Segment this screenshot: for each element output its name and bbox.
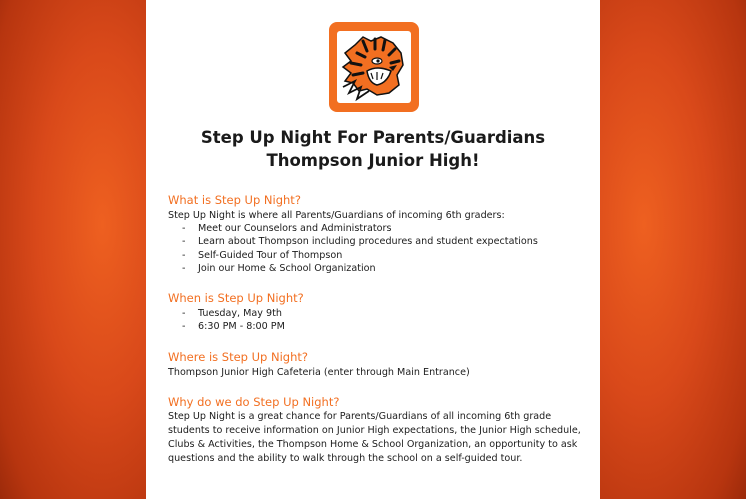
tiger-head-icon <box>337 31 411 103</box>
section-heading-when: When is Step Up Night? <box>168 291 304 305</box>
bullet-dash: - <box>182 223 186 234</box>
bullet-dash: - <box>182 321 186 332</box>
list-item-text: Self-Guided Tour of Thompson <box>198 250 343 261</box>
school-logo <box>329 22 419 112</box>
section-text-why: Step Up Night is a great chance for Parents/Guardians of all incoming 6th grade students to receive information on Junior High expectations, the Junior High schedule, Clubs & Activities, the Thompson Home & School Organization, an opportunity to ask questions and the ability to walk through the school on a self-guided tour. <box>168 411 581 464</box>
list-item <box>182 222 392 236</box>
list-item-text: Meet our Counselors and Administrators <box>198 223 392 234</box>
list-item <box>182 262 376 276</box>
section-heading-what: What is Step Up Night? <box>168 193 301 207</box>
flyer-panel <box>146 0 600 499</box>
section-heading-where: Where is Step Up Night? <box>168 350 308 364</box>
list-item <box>182 307 282 321</box>
list-item <box>182 249 342 263</box>
section-text-where: Thompson Junior High Cafeteria (enter through Main Entrance) <box>168 367 470 378</box>
section-heading-why: Why do we do Step Up Night? <box>168 395 340 409</box>
bullet-dash: - <box>182 308 186 319</box>
list-item <box>182 235 538 249</box>
background-left <box>0 0 146 499</box>
bullet-dash: - <box>182 236 186 247</box>
section-intro-what: Step Up Night is where all Parents/Guardians of incoming 6th graders: <box>168 210 505 221</box>
list-item-text: 6:30 PM - 8:00 PM <box>198 321 285 332</box>
background-right <box>600 0 746 499</box>
list-item-text: Learn about Thompson including procedures and student expectations <box>198 236 538 247</box>
bullet-dash: - <box>182 263 186 274</box>
bullet-dash: - <box>182 250 186 261</box>
list-item-text: Tuesday, May 9th <box>198 308 282 319</box>
list-item-text: Join our Home & School Organization <box>198 263 376 274</box>
page-title-line-1: Step Up Night For Parents/Guardians <box>200 128 546 147</box>
list-item <box>182 320 285 334</box>
page-title-line-2: Thompson Junior High! <box>266 151 480 170</box>
